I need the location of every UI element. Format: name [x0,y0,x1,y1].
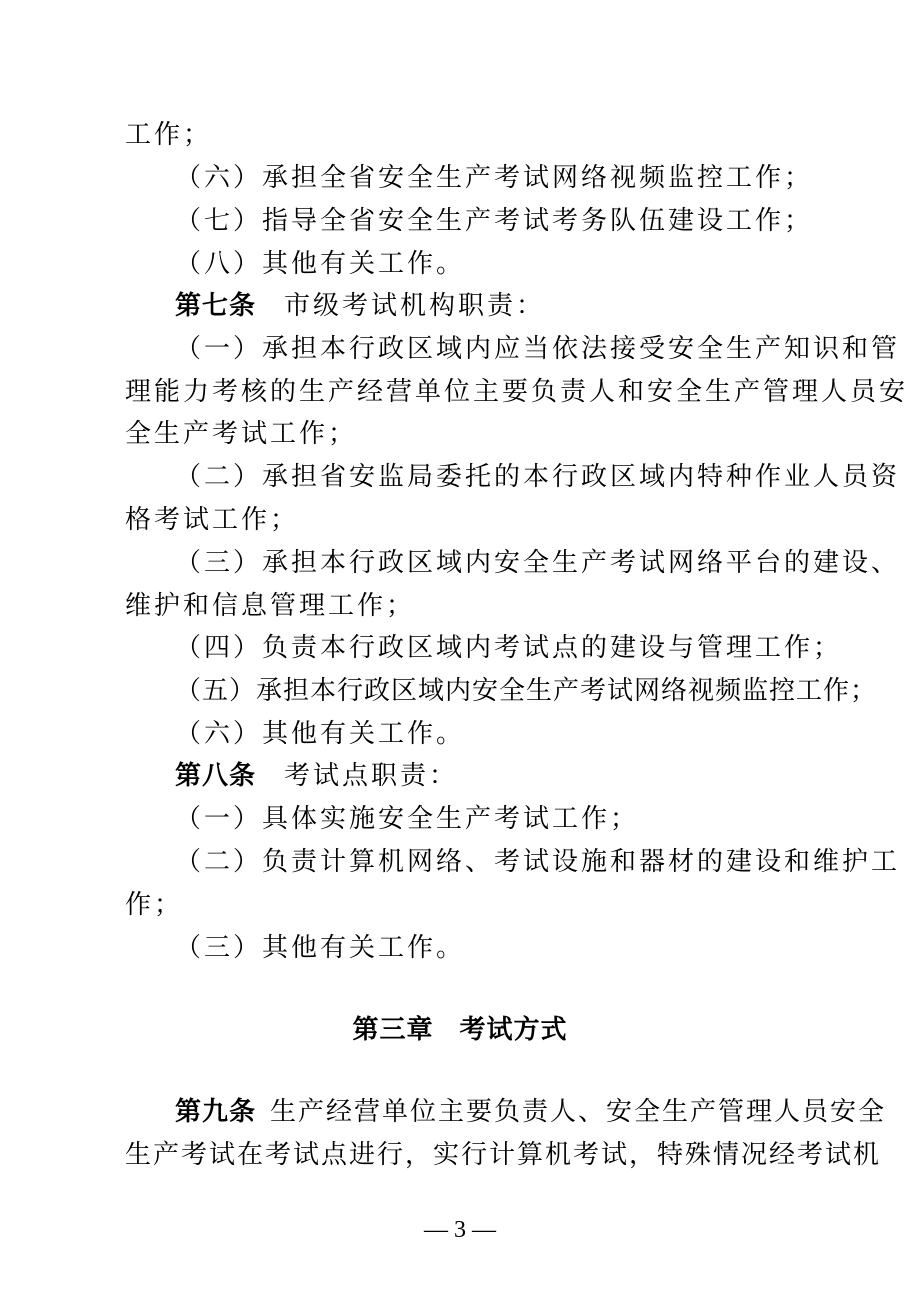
text-line: （五）承担本行政区域内安全生产考试网络视频监控工作； [175,676,878,706]
article-9-heading: 第九条 生产经营单位主要负责人、安全生产管理人员安全 [175,1097,887,1127]
text-line: （八）其他有关工作。 [175,249,466,279]
text-line: （七）指导全省安全生产考试考务队伍建设工作； [175,206,814,236]
text-line: 维护和信息管理工作； [125,591,416,621]
article-7-heading: 第七条 市级考试机构职责： [175,291,546,321]
chapter-heading [0,1014,920,1046]
text-line: 工作； [125,120,213,150]
text-line: 格考试工作； [125,505,300,535]
article-label: 第八条 [175,761,257,791]
chapter-number: 第三章 [352,1015,434,1045]
text-line: （六）承担全省安全生产考试网络视频监控工作； [175,163,814,193]
article-8-heading: 第八条 考试点职责： [175,761,459,791]
page-number: — 3 — [424,1217,496,1243]
text-line: （二）负责计算机网络、考试设施和器材的建设和维护工 [175,847,901,877]
text-line: 作； [125,890,184,920]
text-line: （二）承担省安监局委托的本行政区域内特种作业人员资 [175,462,901,492]
article-label: 第七条 [175,291,257,321]
text-line: （三）其他有关工作。 [175,933,466,963]
text-line: （四）负责本行政区域内考试点的建设与管理工作； [175,633,843,663]
text-line: （一）具体实施安全生产考试工作； [175,804,640,834]
text-line: （三）承担本行政区域内安全生产考试网络平台的建设、 [175,548,901,578]
text-line: 生产考试在考试点进行，实行计算机考试，特殊情况经考试机 [125,1140,882,1170]
chapter-title: 考试方式 [459,1015,568,1045]
text-line: （一）承担本行政区域内应当依法接受安全生产知识和管 [175,334,901,364]
text-line: 理能力考核的生产经营单位主要负责人和安全生产管理人员安 [125,377,909,407]
text-line: （六）其他有关工作。 [175,719,466,749]
article-label: 第九条 [175,1097,257,1127]
text-line: 全生产考试工作； [125,419,358,449]
